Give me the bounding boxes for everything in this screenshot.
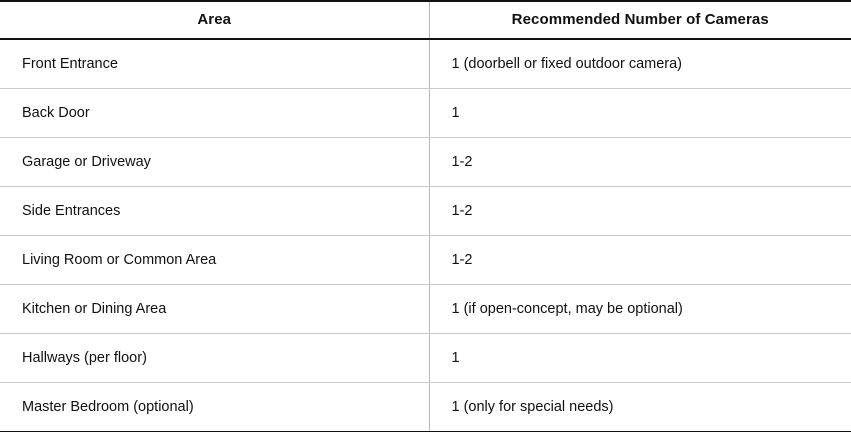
table-row bbox=[0, 334, 851, 383]
cell-camera-count: 1 bbox=[429, 89, 851, 138]
table-body bbox=[0, 39, 851, 432]
cell-camera-count: 1 (only for special needs) bbox=[429, 383, 851, 432]
cell-area: Front Entrance bbox=[0, 39, 429, 89]
cell-camera-count: 1 (doorbell or fixed outdoor camera) bbox=[429, 39, 851, 89]
table-header-row bbox=[0, 1, 851, 39]
table-row bbox=[0, 138, 851, 187]
cell-area: Kitchen or Dining Area bbox=[0, 285, 429, 334]
cell-camera-count: 1 (if open-concept, may be optional) bbox=[429, 285, 851, 334]
table-row bbox=[0, 187, 851, 236]
cell-camera-count: 1-2 bbox=[429, 187, 851, 236]
cell-area: Back Door bbox=[0, 89, 429, 138]
cell-camera-count: 1-2 bbox=[429, 138, 851, 187]
table-header bbox=[0, 1, 851, 39]
column-header-area: Area bbox=[0, 1, 429, 39]
cell-area: Master Bedroom (optional) bbox=[0, 383, 429, 432]
cell-camera-count: 1 bbox=[429, 334, 851, 383]
cell-camera-count: 1-2 bbox=[429, 236, 851, 285]
cell-area: Garage or Driveway bbox=[0, 138, 429, 187]
table-row bbox=[0, 236, 851, 285]
column-header-recommended-number-of-cameras: Recommended Number of Cameras bbox=[429, 1, 851, 39]
cell-area: Living Room or Common Area bbox=[0, 236, 429, 285]
table-row bbox=[0, 89, 851, 138]
cell-area: Side Entrances bbox=[0, 187, 429, 236]
table-row bbox=[0, 39, 851, 89]
table-row bbox=[0, 285, 851, 334]
cell-area: Hallways (per floor) bbox=[0, 334, 429, 383]
table-row bbox=[0, 383, 851, 432]
